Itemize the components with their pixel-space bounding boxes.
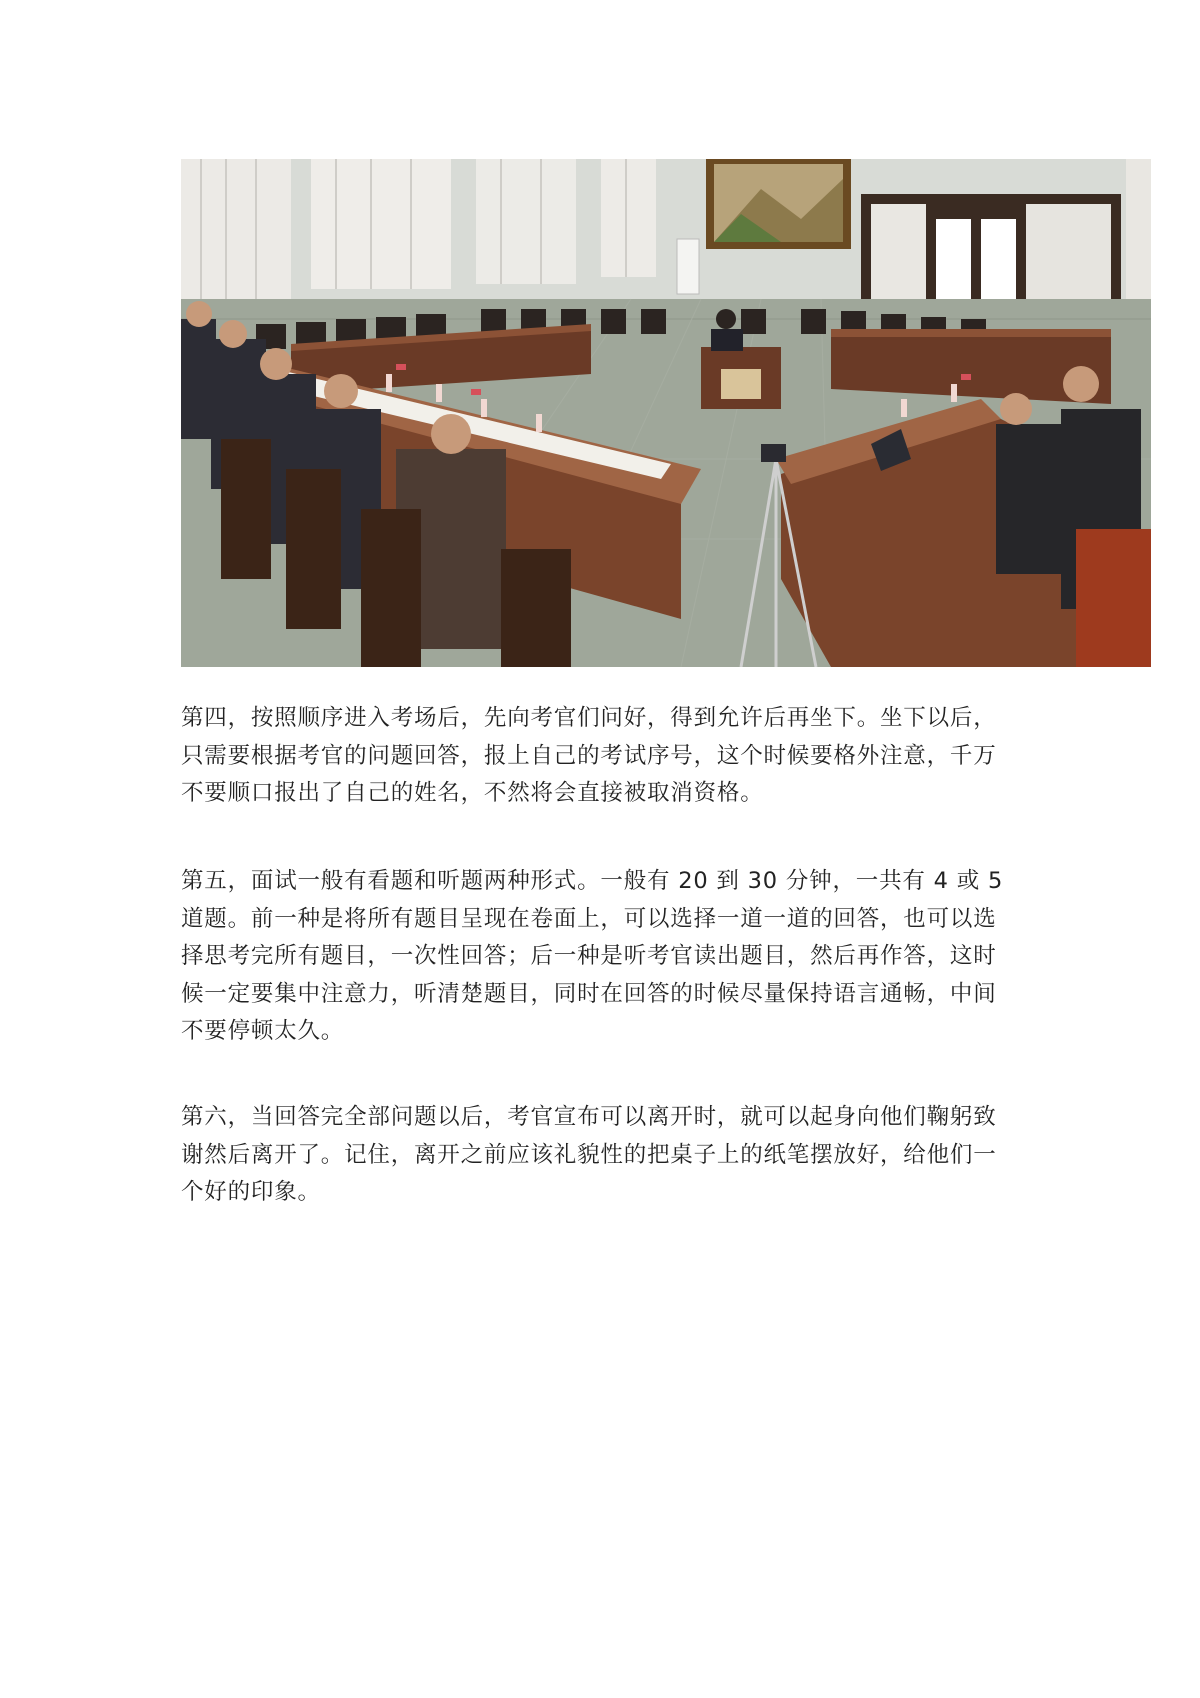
paragraph-line: 不要停顿太久。	[181, 1018, 345, 1044]
paragraph-line: 道题。前一种是将所有题目呈现在卷面上，可以选择一道一道的回答，也可以选	[181, 905, 997, 932]
paragraph-line: 候一定要集中注意力，听清楚题目，同时在回答的时候尽量保持语言通畅，中间	[181, 980, 997, 1007]
paragraph-6	[181, 1099, 1041, 1212]
paragraph-5	[181, 863, 1041, 1051]
paragraph-line: 择思考完所有题目，一次性回答；后一种是听考官读出题目，然后再作答，这时	[181, 943, 997, 969]
paragraph-line: 个好的印象。	[181, 1179, 321, 1205]
paragraph-line: 只需要根据考官的问题回答，报上自己的考试序号，这个时候要格外注意，千万	[181, 742, 997, 769]
meeting-room-photo	[181, 159, 1151, 667]
paragraph-line: 第五，面试一般有看题和听题两种形式。一般有 20 到 30 分钟，一共有 4 或 5	[181, 868, 1004, 894]
paragraph-line: 第四，按照顺序进入考场后，先向考官们问好，得到允许后再坐下。坐下以后，	[181, 705, 997, 731]
paragraph-4	[181, 700, 1041, 813]
paragraph-line: 第六，当回答完全部问题以后，考官宣布可以离开时，就可以起身向他们鞠躬致	[181, 1104, 997, 1130]
paragraph-line: 谢然后离开了。记住，离开之前应该礼貌性的把桌子上的纸笔摆放好，给他们一	[181, 1141, 997, 1168]
meeting-room-photo-icon	[181, 159, 1151, 667]
paragraph-line: 不要顺口报出了自己的姓名，不然将会直接被取消资格。	[181, 780, 764, 806]
